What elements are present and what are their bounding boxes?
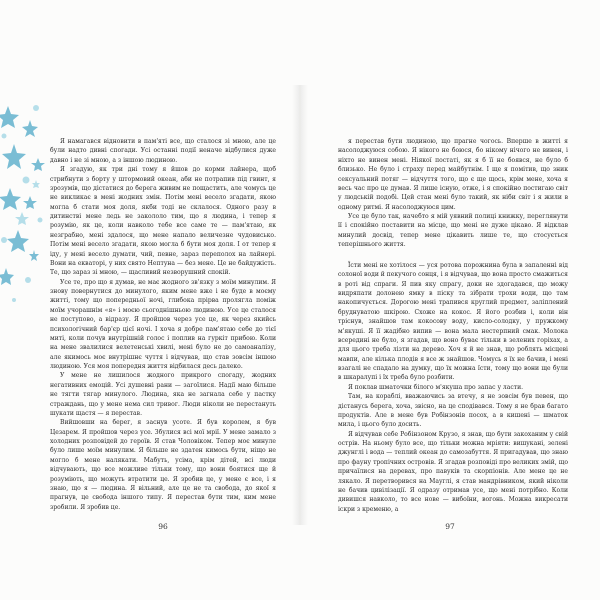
page-number-left: 96 — [158, 522, 168, 531]
paragraph: я перестав бути людиною, що прагне чогось. Вперше в житті я насолоджуюся собою. Я нікого не боюся, бо нікому нічого не винен, і ніхто не винен мені. Ніякої постаті, як я б її не боявся, не було б близько. Не було і страху перед майбутнім. І ще я помітив, що зник сексуальний потяг — відчуття того, що є ще щось, крім мене, хоча я весь час про це думав. Я лише існую, отже, і я спокійно постигаю світ у людській подобі. Цей стан мені було такий, як ніби світ і я жили в одному ритмі. Я насолоджуюся цим. — [338, 138, 568, 211]
starfish-decoration-icon — [0, 100, 48, 320]
paragraph: Там, на кораблі, вважаючись за втечу, я не зовсім був певен, що дістанусь берега, хоча, звісно, на це сподівався. Тому я не брав багато продуктів. Але в мене був Робінзонів посох, а в кишені — шматок мила, і цього було досить. — [338, 393, 568, 429]
book-gutter — [292, 85, 308, 525]
right-page — [300, 0, 600, 600]
left-page-text — [50, 137, 276, 512]
right-page-text — [338, 137, 568, 514]
paragraph: Вийшовши на берег, я заснув усоте. Я був королем, я був Цезарем. Я пройшов через усе. Збулися всі мої мрії. У мене замало з холодних розповідей до героїв. Я став Чоловіком. Тепер моє минуле було лише моїм минулим. Я більше не здатен кимось бути, ніщо не могло б мене налякати. Мабуть, усіма, крім дітей, всі люди відчувають, що все можливе тільки тому, що вони боятися ще й розуміють, що можуть втратити це. Я зробив це, у мене є все, і я знаю, що я — людина. Я вільний, але це не та свобода, до якої я прагнув, це свобода іншого типу. Я перестав бути тим, ким мене зробили. Я зробив це. — [50, 419, 276, 511]
paragraph: Їсти мені не хотілося — уся ротова порожнина була в запаленні від солоної води й пекучого сонця, і я відчував, що вона просто смажиться в роті від спраги. Я пив яку спрагу, доки не здогадався, що можу видряпати долонею ямку в піску та зібрати трохи води, що там накопичується. Дорогою мені трапився круглий предмет, заліплений бруднуватою шкірою. Схоже на кокос. Я його розбив і, коли він тріснув, знайшов там кокосову воду, кисло-солодку, у пружкому м'якуші. Я її жадібно випив — вона мала нестерпний смак. Молока всередині не було, я згадав, що воно буває тільки в зелених горіхах, а для цього треба лізти на дерево. Хоч я й не знав, що роблять місцеві мавпи, але кілька плодів я все ж знайшов. Чомусь я їх не бачив, і мені взагалі не спадало на думку, що їх можна їсти, тому що вони ще були в шкаралупі і їх треба було розбити. — [338, 261, 568, 382]
paragraph: Усе це було так, начебто я мій уявний полиці книжку, переглянути її і спокійно поставити на місце, що мені не дуже цікаво. Я відклав минулий досвід, тепер мене цікавить лише те, що стосується теперішнього життя. — [338, 213, 568, 249]
paragraph: Я відчував себе Робінзоном Крузо, я знав, що бути закоханим у свій острів. На ньому було все, що тільки можна мріяти: вишукані, зелені джунглі і вода — теплий океан до самозабуття. Я пригадував, що знаю про фауну тропічних островів. Я згадав розповіді про великих змій, що причаїлися на деревах, про павуків та скорпіонів. Але мене це не лякало. Я перетворився на Мауглі, я став мандрівником, який ніколи не бачив цивілізації. Я одразу отримав усе, що мені потрібно. Коли дивишся навколо, то все нове — вибоїни, вогонь. Можна викресати іскри з кременю, а — [338, 430, 568, 513]
paragraph: Я поклав шматочки білого м'якуша про запас у ласти. — [348, 383, 524, 391]
page-number-right: 97 — [445, 522, 455, 531]
paragraph: У мене не лишилося жодного прикрого спогаду, жодних негативних емоцій. Усі душевні рани — загоїлися. Надії маю більше не тягти тягар минулого. Людина, яка не загнала себе у пастку страждань, що у мене нема сил тривог. Люди ніколи не перестануть шукати щастя — я перестав. — [50, 372, 276, 417]
paragraph: Я згадую, як три дні тому я йшов до корми лайнера, щоб стрибнути з борту у штормовий океан, аби не потрапив під гвинт, я зрозумів, що дістатися до берега живим не пощастить, але чомусь це не викликає в мені жодних змін. Потім мені весело згадати, якою могла б стати моя доля, якби тоді не склалося. Одного разу в дитинстві мене ледь не закололо тим, що я людина, і тепер я розумію, як це, коли навколо тебе все саме те — пам'ятаю, як незграбно, мені здалося, що мене напало величезне чудовисько. Потім мені весело згадати, якою могла б бути моя доля. І от тепер я іду, у мені весело думати, чий, певне, зараз переполох на лайнері. Вони на екваторі, у них свято Нептуна — без мене. Це не байдужість. Те, що зараз зі мною, — щасливий незворушний спокій. — [50, 166, 276, 277]
paragraph: Усе те, про що я думав, не має жодного зв'язку з моїм минулим. Я знову повернутися до минулого, яким мене вже і не буде в моєму житті, тому що попередньої ночі, глибока прірва пролягла поміж моїм учорашнім «я» і моєю сьогоднішньою людиною. Усе це сталося не поступово, а відразу. Я пройшов через усе це, як через якийсь психологічний бар'єр цієї ночі. І хоча я добре пам'ятаю себе до тієї миті, коли почув внутрішній голос і поплив на гуркіт прибою. Коли на мене звалилися велетенські хвилі, мені було не до самоаналізу, але якимось моє внутрішнє чуття і відчував, що став зовсім іншою людиною. Уся моя попередня життя відбилася десь далеко. — [50, 278, 276, 370]
paragraph: Я намагався відновити в пам'яті все, що сталося зі мною, але це були надто дивні спогади. Усі останні події неначе відбулися дуже давно і не зі мною, а з іншою людиною. — [50, 138, 276, 164]
